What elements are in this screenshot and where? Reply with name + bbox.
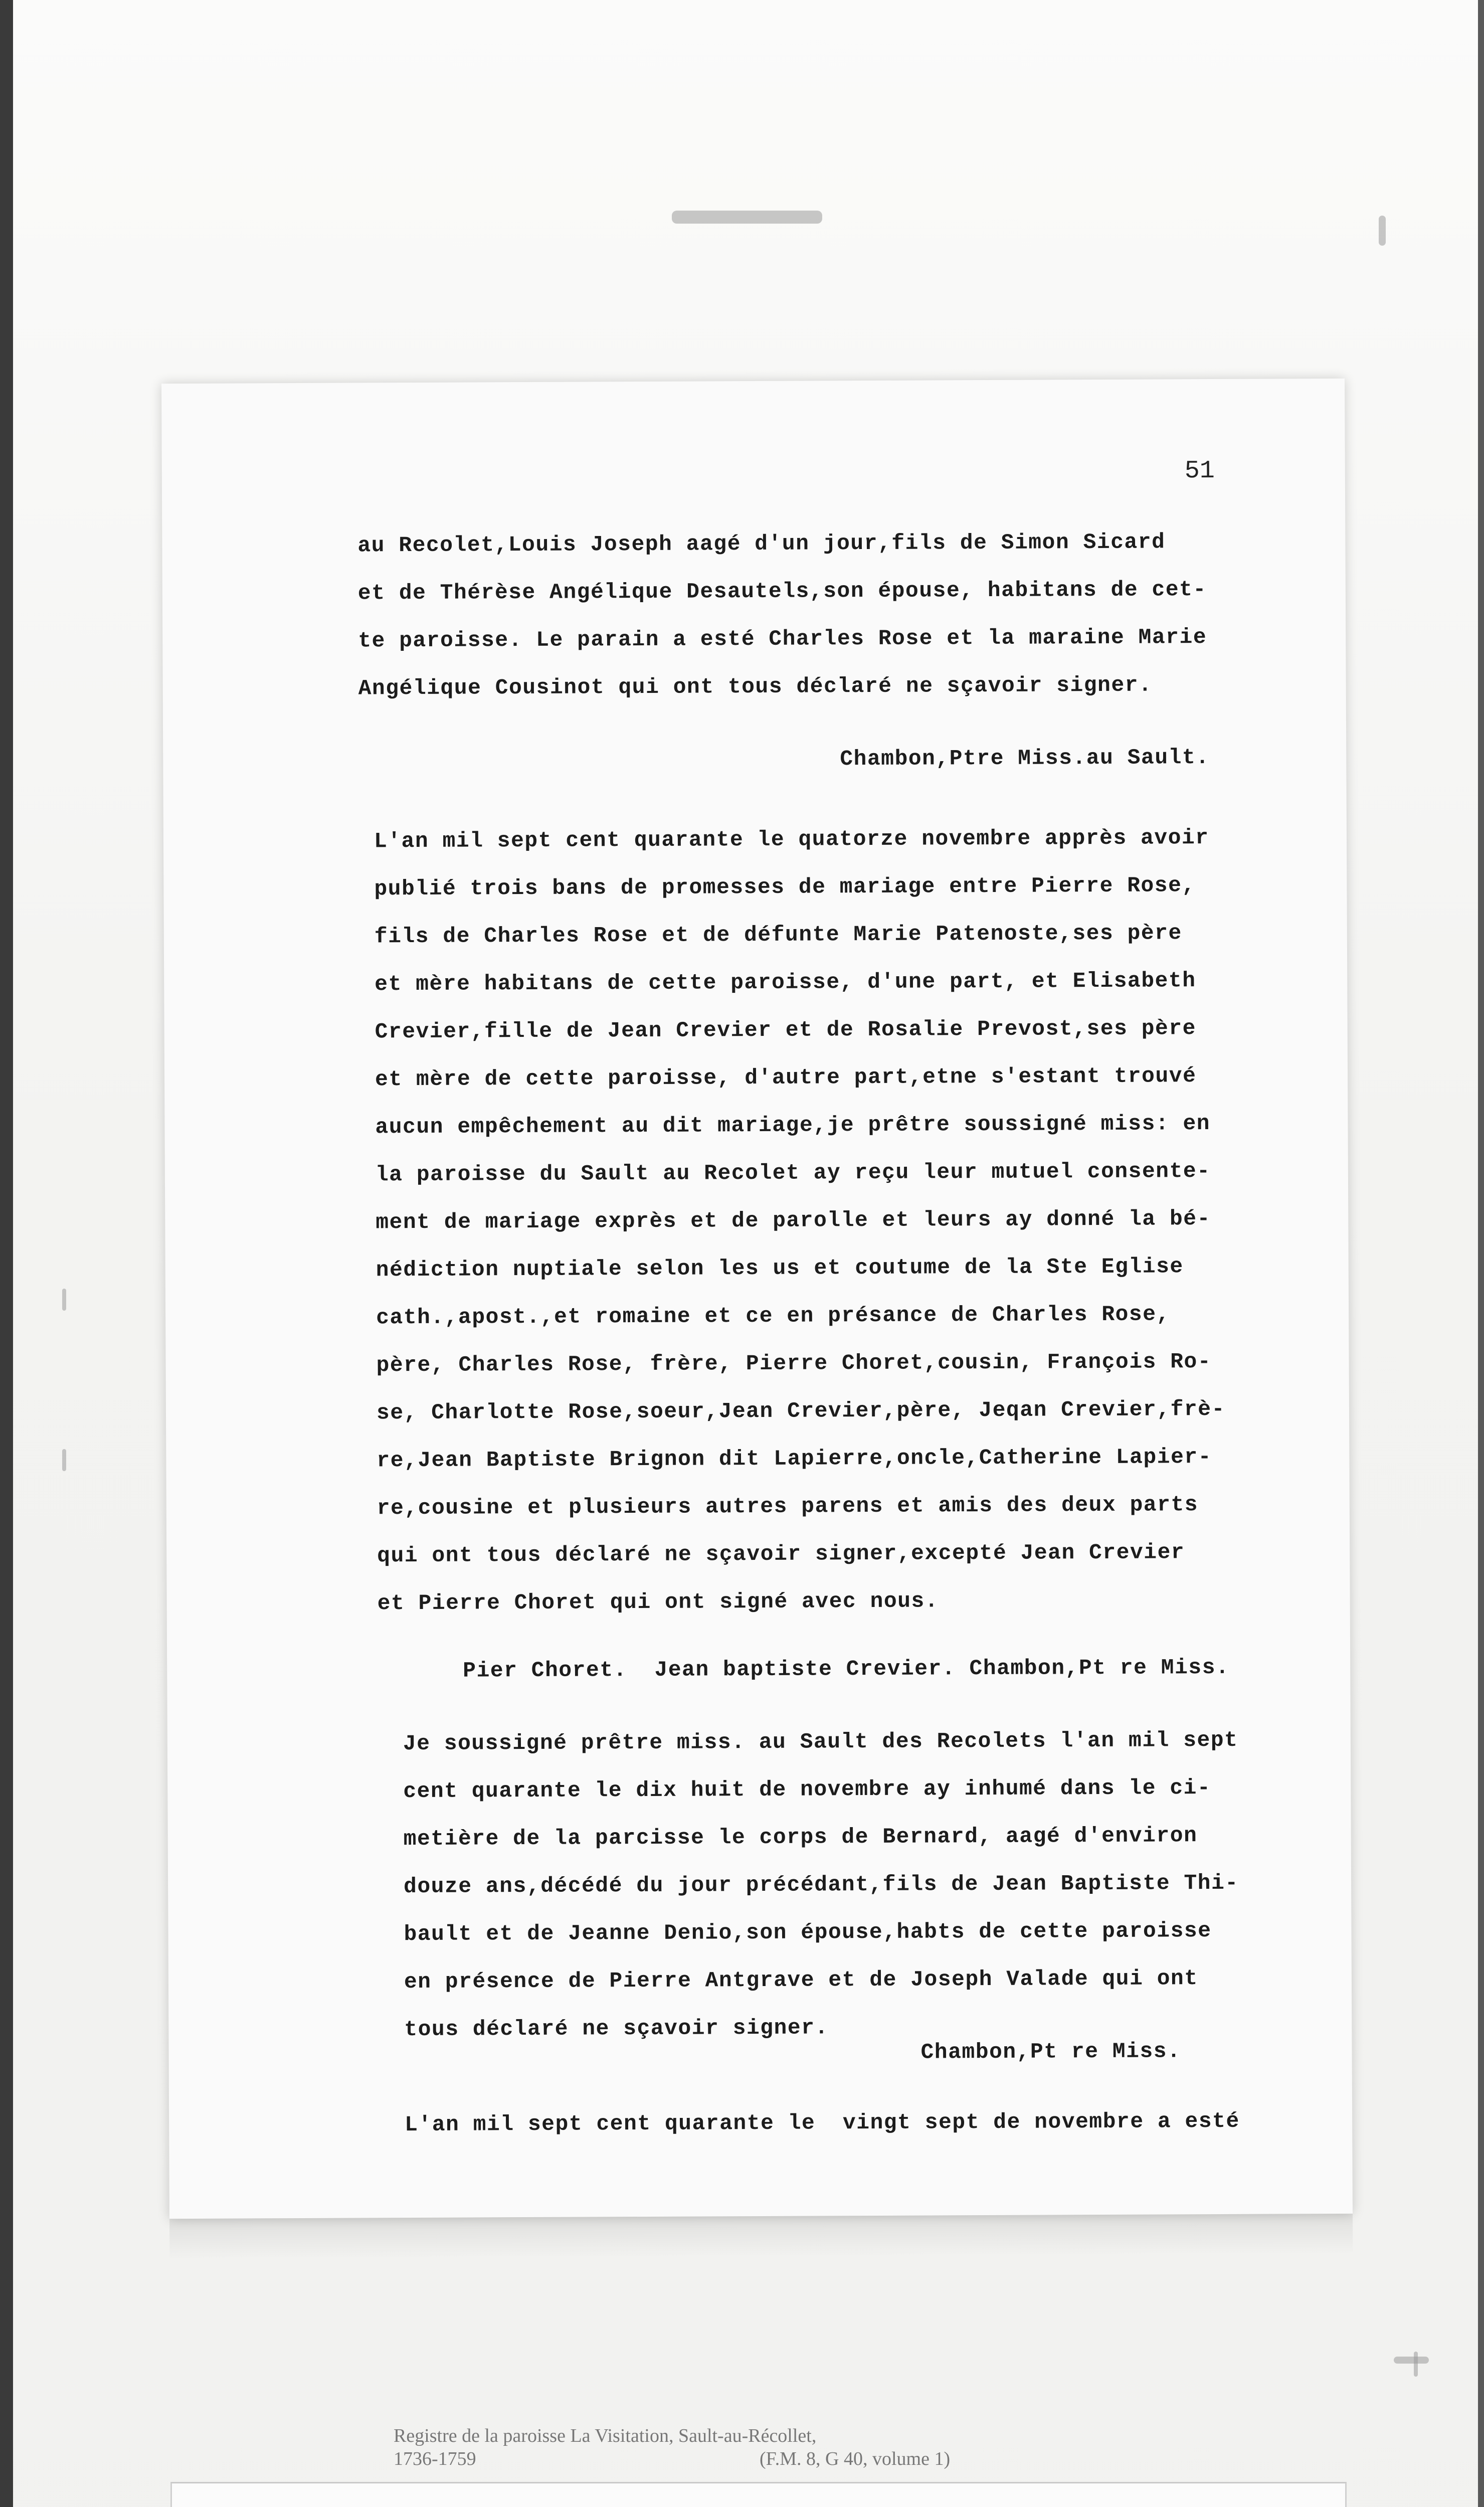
film-smudge: [1379, 216, 1386, 246]
archive-stamp: [170, 2482, 1347, 2507]
text-line: Je soussigné prêtre miss. au Sault des Recolets l'an mil sept: [403, 1727, 1238, 1756]
text-line: fils de Charles Rose et de défunte Marie Patenoste,ses père: [374, 921, 1182, 949]
text-line: cent quarante le dix huit de novembre ay inhumé dans le ci-: [403, 1775, 1211, 1804]
text-line: publié trois bans de promesses de mariage entre Pierre Rose,: [374, 873, 1196, 902]
text-line: ment de mariage exprès et de parolle et leurs ay donné la bé-: [376, 1206, 1211, 1235]
page-number: 51: [1184, 457, 1215, 486]
signature-line: Chambon,Pt re Miss.: [920, 2039, 1181, 2065]
text-line: et Pierre Choret qui ont signé avec nous.: [377, 1588, 939, 1616]
text-line: douze ans,décédé du jour précédant,fils de Jean Baptiste Thi-: [404, 1870, 1239, 1899]
caption-reference: (F.M. 8, G 40, volume 1): [760, 2448, 951, 2469]
text-line: la paroisse du Sault au Recolet ay reçu leur mutuel consente-: [375, 1159, 1211, 1187]
text-line: aucun empêchement au dit mariage,je prêtre soussigné miss: en: [375, 1111, 1211, 1140]
text-line: re,Jean Baptiste Brignon dit Lapierre,oncle,Catherine Lapier-: [377, 1445, 1212, 1473]
text-line: se, Charlotte Rose,soeur,Jean Crevier,père, Jeqan Crevier,frè-: [376, 1396, 1225, 1425]
text-line: L'an mil sept cent quarante le vingt sept de novembre a esté: [405, 2108, 1240, 2137]
film-smudge: [62, 1449, 66, 1471]
film-smudge: [672, 211, 822, 224]
text-line: qui ont tous déclaré ne sçavoir signer,excepté Jean Crevier: [377, 1540, 1185, 1568]
text-line: et de Thérèse Angélique Desautels,son épouse, habitans de cet-: [357, 577, 1207, 606]
film-smudge: [1394, 2357, 1429, 2364]
register-page: [161, 379, 1353, 2219]
register-text: [161, 379, 1353, 2219]
text-line: tous déclaré ne sçavoir signer.: [404, 2015, 829, 2042]
text-line: Crevier,fille de Jean Crevier et de Rosalie Prevost,ses père: [375, 1016, 1197, 1044]
text-line: te paroisse. Le parain a esté Charles Rose et la maraine Marie: [358, 625, 1207, 653]
caption-title: Registre de la paroisse La Visitation, Sault-au-Récollet,: [394, 2425, 817, 2446]
text-line: nédiction nuptiale selon les us et coutume de la Ste Eglise: [376, 1254, 1184, 1283]
text-line: Angélique Cousinot qui ont tous déclaré ne sçavoir signer.: [358, 672, 1153, 701]
text-line: re,cousine et plusieurs autres parens et amis des deux parts: [377, 1492, 1199, 1521]
signature-line: Chambon,Ptre Miss.au Sault.: [840, 745, 1210, 772]
caption-years: 1736-1759: [394, 2448, 476, 2469]
film-smudge: [62, 1289, 66, 1311]
text-line: et mère habitans de cette paroisse, d'une part, et Elisabeth: [375, 968, 1196, 997]
text-line: L'an mil sept cent quarante le quatorze novembre apprès avoir: [374, 825, 1209, 854]
frame-edge-left: [0, 0, 13, 2507]
text-line: en présence de Pierre Antgrave et de Joseph Valade qui ont: [404, 1966, 1198, 1995]
page-shadow: [169, 2214, 1353, 2259]
text-line: et mère de cette paroisse, d'autre part,etne s'estant trouvé: [375, 1063, 1197, 1092]
frame-edge-right: [1478, 0, 1484, 2507]
text-line: père, Charles Rose, frère, Pierre Choret,cousin, François Ro-: [376, 1349, 1212, 1378]
text-line: bault et de Jeanne Denio,son épouse,habts de cette paroisse: [404, 1918, 1212, 1947]
signature-line: Pier Choret. Jean baptiste Crevier. Chambon,Pt re Miss.: [463, 1655, 1230, 1683]
text-line: metière de la parcisse le corps de Bernard, aagé d'environ: [403, 1823, 1198, 1852]
text-line: au Recolet,Louis Joseph aagé d'un jour,fils de Simon Sicard: [357, 529, 1166, 558]
film-smudge: [1414, 2352, 1418, 2377]
text-line: cath.,apost.,et romaine et ce en présance de Charles Rose,: [376, 1302, 1170, 1330]
